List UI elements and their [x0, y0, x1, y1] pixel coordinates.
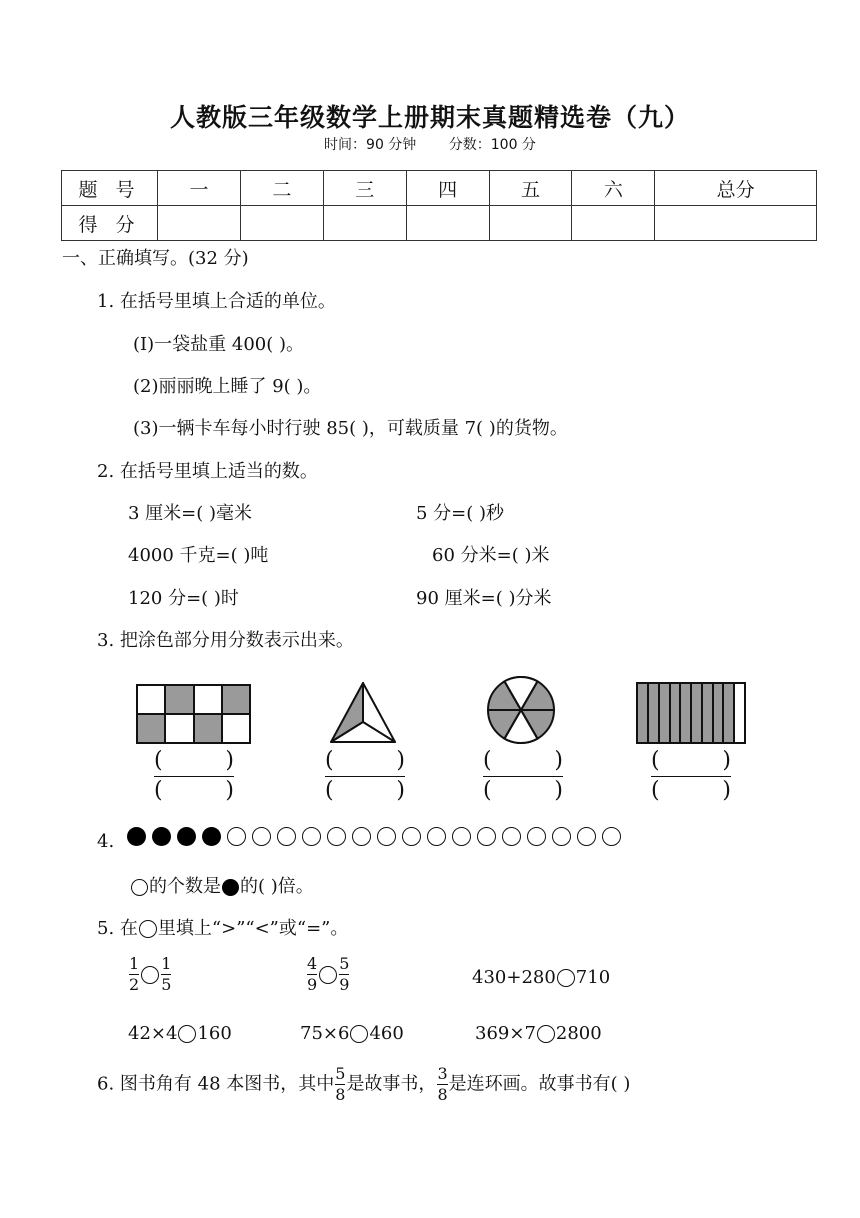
score-table-score-row	[62, 206, 817, 241]
score-cell: 题 号	[62, 171, 158, 206]
compare-circle[interactable]	[350, 1025, 368, 1043]
q3-stem: 3. 把涂色部分用分数表示出来。	[97, 630, 354, 651]
time-limit: 时间：90 分钟	[324, 137, 417, 153]
filled-circle-icon	[127, 827, 146, 846]
empty-circle-icon	[452, 827, 471, 846]
score-cell: 二	[240, 171, 323, 206]
q5-compare-2: $\frac{4}{9}$ $\frac{5}{9}$	[307, 954, 350, 994]
q1-stem: 1. 在括号里填上合适的单位。	[97, 291, 336, 312]
compare-circle[interactable]	[537, 1025, 555, 1043]
filled-circle-icon	[222, 879, 239, 896]
empty-circle-icon	[131, 879, 148, 896]
q2-item: 4000 千克=( )吨	[128, 545, 269, 566]
filled-circle-icon	[152, 827, 171, 846]
compare-circle[interactable]	[319, 966, 337, 984]
empty-circle-icon	[252, 827, 271, 846]
circle-figure	[488, 677, 554, 743]
fraction-answer-blank[interactable]: ( ) ( )	[483, 748, 563, 803]
score-entry-cell[interactable]	[406, 206, 489, 241]
empty-circle-icon	[377, 827, 396, 846]
q1-item-b: (2)丽丽晚上睡了 9( )。	[133, 376, 322, 397]
score-cell: 五	[489, 171, 572, 206]
q5-compare-4: 42×4 160	[128, 1023, 232, 1044]
section-heading: 一、正确填写。(32 分)	[62, 248, 249, 269]
score-cell: 得 分	[62, 206, 158, 241]
page-title: 人教版三年级数学上册期末真题精选卷（九）	[169, 103, 690, 132]
empty-circle-icon	[402, 827, 421, 846]
grid-rectangle-figure	[137, 685, 250, 743]
q2-item: 120 分=( )时	[128, 588, 239, 609]
empty-circle-icon	[477, 827, 496, 846]
q5-stem: 5. 在 里填上“>”“<”或“=”。	[97, 918, 349, 939]
empty-circle-icon	[502, 827, 521, 846]
empty-circle-icon	[227, 827, 246, 846]
filled-circle-icon	[177, 827, 196, 846]
q4-number: 4.	[97, 831, 115, 852]
q1-item-c: (3)一辆卡车每小时行驶 85( )，可载质量 7( )的货物。	[133, 418, 568, 439]
filled-circle-icon	[202, 827, 221, 846]
empty-circle-icon	[277, 827, 296, 846]
q4-dot-row	[124, 826, 624, 846]
fraction-answer-blank[interactable]: ( ) ( )	[154, 748, 234, 803]
q6-question: 6. 图书角有 48 本图书，其中 $\frac{5}{8}$ 是故事书， $\frac{3}{8}$ 是连环画。故事书有( )	[97, 1064, 631, 1104]
q1-item-a: (Ⅰ)一袋盐重 400( )。	[133, 334, 304, 355]
empty-circle-icon	[352, 827, 371, 846]
compare-circle[interactable]	[557, 969, 575, 987]
compare-circle[interactable]	[141, 966, 159, 984]
fraction-answer-blank[interactable]: ( ) ( )	[651, 748, 731, 803]
score-cell: 总分	[655, 171, 817, 206]
score-entry-cell[interactable]	[655, 206, 817, 241]
score-cell: 一	[158, 171, 241, 206]
compare-circle[interactable]	[178, 1025, 196, 1043]
score-entry-cell[interactable]	[240, 206, 323, 241]
q4-question: 的个数是 的( )倍。	[131, 872, 314, 898]
empty-circle-icon	[427, 827, 446, 846]
total-score: 分数：100 分	[448, 137, 536, 153]
q5-compare-5: 75×6 460	[300, 1023, 404, 1044]
score-cell: 三	[323, 171, 406, 206]
q2-stem: 2. 在括号里填上适当的数。	[97, 461, 318, 482]
empty-circle-icon	[302, 827, 321, 846]
fraction-answer-blank[interactable]: ( ) ( )	[325, 748, 405, 803]
q2-item: 3 厘米=( )毫米	[128, 503, 253, 524]
score-entry-cell[interactable]	[572, 206, 655, 241]
q2-item: 5 分=( )秒	[416, 503, 505, 524]
triangle-figure	[331, 683, 395, 742]
q5-compare-6: 369×7 2800	[475, 1023, 602, 1044]
score-cell: 四	[406, 171, 489, 206]
score-entry-cell[interactable]	[489, 206, 572, 241]
q2-item: 90 厘米=( )分米	[416, 588, 552, 609]
striped-rectangle-figure	[637, 683, 745, 743]
q5-compare-1: $\frac{1}{2}$ $\frac{1}{5}$	[129, 954, 172, 994]
score-table-header-row	[62, 171, 817, 206]
empty-circle-icon	[602, 827, 621, 846]
score-entry-cell[interactable]	[323, 206, 406, 241]
empty-circle-icon	[577, 827, 596, 846]
empty-circle-icon	[552, 827, 571, 846]
empty-circle-icon	[527, 827, 546, 846]
exam-info	[0, 134, 860, 154]
circle-blank-icon	[139, 920, 157, 938]
score-entry-cell[interactable]	[158, 206, 241, 241]
empty-circle-icon	[327, 827, 346, 846]
q3-figures	[130, 676, 770, 750]
q5-compare-3: 430+280 710	[472, 967, 611, 988]
q2-item: 60 分米=( )米	[432, 545, 550, 566]
score-cell: 六	[572, 171, 655, 206]
score-table	[61, 170, 817, 241]
